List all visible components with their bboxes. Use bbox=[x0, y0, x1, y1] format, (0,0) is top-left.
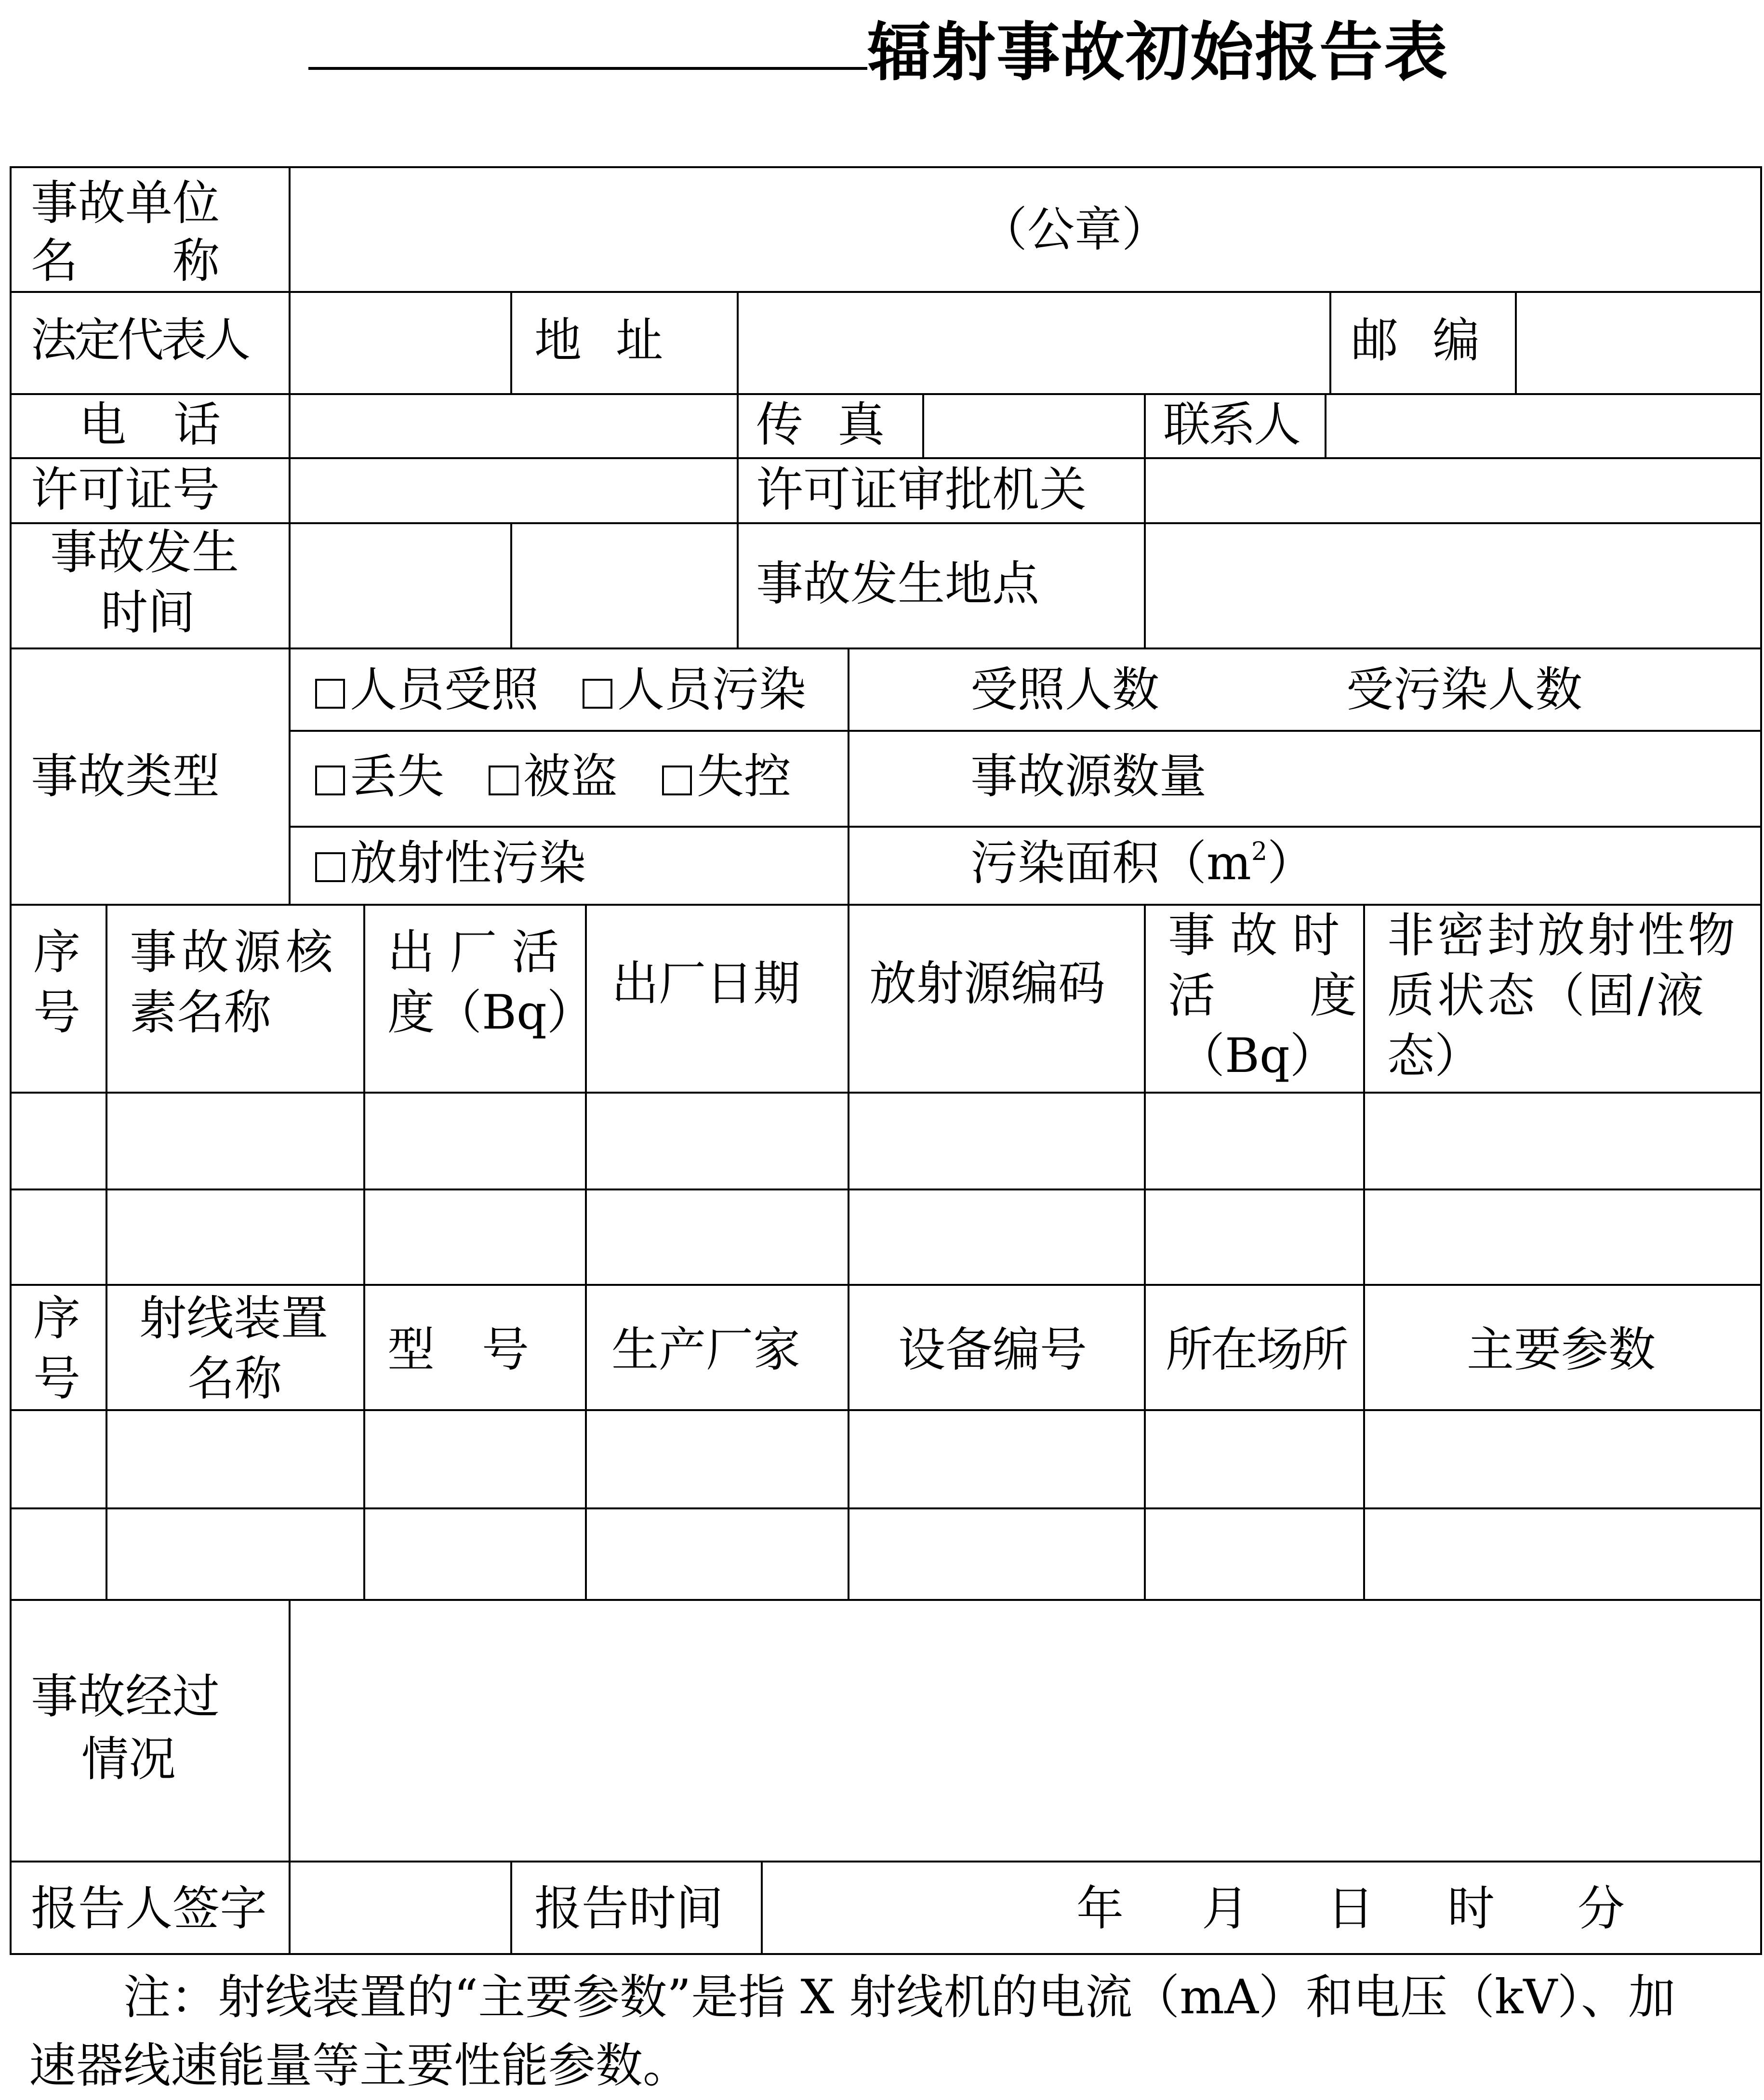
src-col-factory-date: 出厂日期 bbox=[611, 956, 801, 1011]
process-label-line2: 情况 bbox=[81, 1732, 176, 1787]
src-col-accident-activity-2: 活 度 bbox=[1168, 968, 1357, 1023]
option-irradiated[interactable]: 人员受照 bbox=[315, 660, 539, 721]
footnote-line1: 注：射线装置的“主要参数”是指 X 射线机的电流（mA）和电压（kV）、加 bbox=[123, 1970, 1676, 2025]
time-month-label: 月 bbox=[1202, 1881, 1249, 1936]
time-day-label: 日 bbox=[1327, 1881, 1375, 1936]
process-label-line1: 事故经过 bbox=[31, 1669, 220, 1724]
option-contaminated[interactable]: 人员污染 bbox=[583, 660, 806, 721]
checkbox-stolen[interactable] bbox=[489, 766, 518, 795]
address-field[interactable] bbox=[739, 293, 1328, 392]
time-label-line2: 时间 bbox=[101, 585, 196, 640]
time-label-line1: 事故发生 bbox=[50, 525, 239, 580]
src-col-source-code: 放射源编码 bbox=[869, 956, 1106, 1011]
license-no-field[interactable] bbox=[291, 460, 735, 521]
process-field[interactable] bbox=[291, 1601, 1761, 1860]
unit-name-field[interactable] bbox=[291, 171, 1761, 290]
phone-label: 电 话 bbox=[79, 397, 221, 452]
time-year-label: 年 bbox=[1076, 1881, 1124, 1936]
time-field-a[interactable] bbox=[291, 525, 509, 647]
legal-rep-field[interactable] bbox=[291, 293, 509, 392]
src-col-no-1: 序 bbox=[33, 925, 81, 980]
dev-col-manufacturer: 生产厂家 bbox=[611, 1322, 801, 1377]
license-authority-label: 许可证审批机关 bbox=[756, 462, 1087, 517]
src-col-no-2: 号 bbox=[33, 985, 81, 1040]
time-field-b[interactable] bbox=[513, 525, 735, 647]
fax-label: 传 真 bbox=[756, 397, 885, 452]
footnote-line2: 速器线速能量等主要性能参数。 bbox=[29, 2038, 690, 2094]
src-col-state-1: 非密封放射性物 bbox=[1387, 908, 1738, 963]
dev-col-name-1: 射线装置 bbox=[139, 1291, 329, 1346]
source-count-label: 事故源数量 bbox=[970, 749, 1207, 804]
src-col-nuclide-1: 事故源核 bbox=[130, 925, 338, 980]
contaminated-count-label: 受污染人数 bbox=[1346, 662, 1583, 717]
contamination-area-label: 污染面积$(m^2)$ bbox=[970, 836, 1315, 891]
postcode-field[interactable] bbox=[1517, 293, 1761, 392]
time-hour-label: 时 bbox=[1447, 1881, 1495, 1936]
source-row-1[interactable] bbox=[14, 1094, 1761, 1188]
seal-placeholder: （公章） bbox=[980, 202, 1169, 257]
reporter-sign-field[interactable] bbox=[291, 1863, 509, 1955]
dev-col-location: 所在场所 bbox=[1166, 1322, 1347, 1377]
phone-field[interactable] bbox=[291, 396, 735, 456]
reporter-sign-label: 报告人签字 bbox=[31, 1881, 267, 1936]
postcode-label: 邮 编 bbox=[1351, 313, 1480, 368]
report-time-label: 报告时间 bbox=[534, 1881, 724, 1936]
contact-label: 联系人 bbox=[1163, 397, 1300, 452]
time-minute-label: 分 bbox=[1578, 1881, 1625, 1936]
option-stolen[interactable]: 被盗 bbox=[489, 746, 618, 807]
option-radioactive-contamination[interactable]: 放射性污染 bbox=[315, 833, 586, 894]
checkbox-contaminated[interactable] bbox=[583, 679, 612, 709]
source-row-2[interactable] bbox=[14, 1191, 1761, 1283]
dev-col-name-2: 名称 bbox=[187, 1351, 282, 1406]
dev-col-device-no: 设备编号 bbox=[898, 1322, 1088, 1377]
contact-field[interactable] bbox=[1327, 396, 1761, 456]
checkbox-irradiated[interactable] bbox=[315, 679, 345, 709]
option-out-of-control[interactable]: 失控 bbox=[662, 746, 791, 807]
checkbox-out-of-control[interactable] bbox=[662, 766, 692, 795]
report-form-table bbox=[10, 166, 1762, 1955]
device-row-1[interactable] bbox=[14, 1412, 1761, 1506]
dev-col-params: 主要参数 bbox=[1467, 1322, 1656, 1377]
src-col-accident-activity-1: 事 故 时 bbox=[1168, 908, 1340, 963]
place-label: 事故发生地点 bbox=[756, 556, 1040, 611]
device-row-2[interactable] bbox=[14, 1510, 1761, 1598]
option-lost[interactable]: 丢失 bbox=[315, 746, 444, 807]
page-title: 辐射事故初始报告表 bbox=[867, 15, 1448, 90]
src-col-nuclide-2: 素名称 bbox=[130, 985, 272, 1040]
src-col-factory-activity-2: 度（Bq） bbox=[387, 985, 594, 1040]
accident-type-label: 事故类型 bbox=[31, 749, 220, 804]
dev-col-no-2: 号 bbox=[33, 1351, 81, 1406]
fax-field[interactable] bbox=[925, 396, 1142, 456]
checkbox-radioactive-contamination[interactable] bbox=[315, 852, 345, 882]
dev-col-model: 型 号 bbox=[387, 1322, 530, 1377]
address-label: 地 址 bbox=[534, 313, 663, 368]
place-field[interactable] bbox=[1146, 525, 1761, 647]
unit-label-line1: 事故单位 bbox=[31, 176, 220, 231]
irradiated-count-label: 受照人数 bbox=[970, 662, 1160, 717]
src-col-factory-activity-1: 出 厂 活 bbox=[387, 925, 559, 980]
src-col-state-3: 态） bbox=[1387, 1029, 1482, 1083]
dev-col-no-1: 序 bbox=[33, 1291, 81, 1346]
footnote bbox=[29, 1963, 1739, 2100]
src-col-state-2: 质状态（固/液 bbox=[1387, 968, 1707, 1023]
legal-rep-label: 法定代表人 bbox=[31, 313, 248, 367]
license-authority-field[interactable] bbox=[1146, 460, 1761, 521]
checkbox-lost[interactable] bbox=[315, 766, 345, 795]
unit-label-line2: 名 称 bbox=[31, 234, 220, 289]
src-col-accident-activity-3: （Bq） bbox=[1178, 1029, 1337, 1083]
license-no-label: 许可证号 bbox=[31, 462, 220, 517]
title-blank-line[interactable] bbox=[308, 67, 867, 70]
